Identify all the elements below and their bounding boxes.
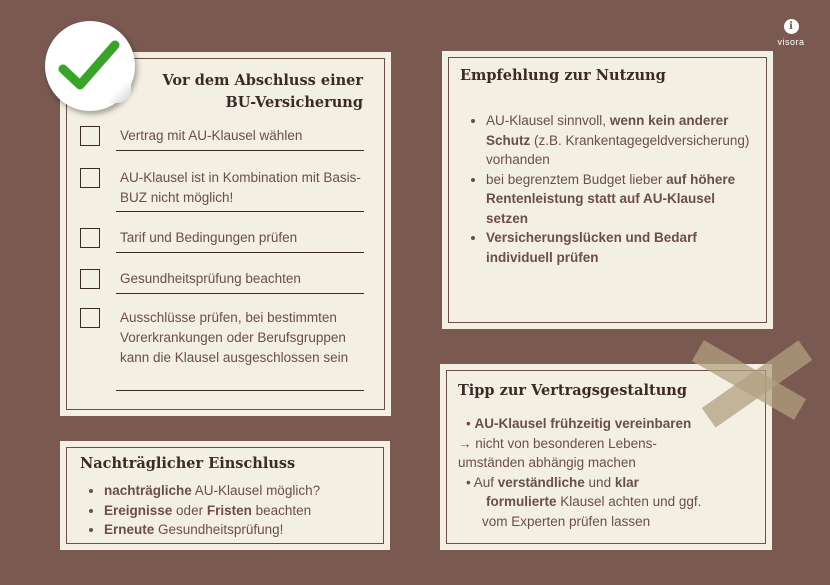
checkbox[interactable] — [80, 126, 100, 146]
retroactive-inclusion-card — [66, 447, 384, 544]
tip-title: Tipp zur Vertragsgestaltung — [458, 382, 687, 399]
brand-logo — [774, 19, 808, 47]
divider — [116, 293, 364, 294]
list-item: • Auf verständliche und klar — [466, 474, 639, 490]
recommendation-card — [448, 57, 767, 323]
divider — [116, 252, 364, 253]
checklist-item[interactable]: Vertrag mit AU-Klausel wählen — [80, 126, 364, 152]
divider — [116, 390, 364, 391]
checkbox[interactable] — [80, 269, 100, 289]
checkbox[interactable] — [80, 168, 100, 188]
recommendation-list — [460, 111, 756, 267]
checklist-item[interactable]: Tarif und Bedingungen prüfen — [80, 228, 364, 254]
checkbox[interactable] — [80, 228, 100, 248]
retroactive-title: Nachträglicher Einschluss — [80, 455, 296, 472]
list-item: • Ereignisse oder Fristen beachten — [104, 501, 320, 521]
divider — [116, 211, 364, 212]
brand-wordmark: visora — [777, 37, 805, 47]
info-icon: i — [784, 19, 799, 34]
checkmark-sticker — [45, 21, 135, 111]
list-item: • Versicherungslücken und Bedarf individuell prüfen — [486, 228, 756, 267]
retroactive-list — [80, 481, 320, 540]
list-item: • nachträgliche AU-Klausel möglich? — [104, 481, 320, 501]
list-item: • Erneute Gesundheitsprüfung! — [104, 520, 320, 540]
checklist-item[interactable]: Ausschlüsse prüfen, bei bestimmten Vorerkrankungen oder Berufsgruppen kann die Klausel ausgeschlossen sein — [80, 308, 364, 392]
tip-body: • AU-Klausel frühzeitig vereinbaren → nicht von besonderen Lebens- umständen abhängig machen • Auf verständliche und klar formulierte Klausel achten und ggf. vom Experten prüfen lassen — [458, 414, 758, 531]
divider — [116, 150, 364, 151]
list-item: • bei begrenztem Budget lieber auf höhere Rentenleistung statt auf AU-Klausel setzen — [486, 170, 756, 229]
checkbox[interactable] — [80, 308, 100, 328]
checklist-item[interactable]: AU-Klausel ist in Kombination mit Basis-BUZ nicht möglich! — [80, 168, 364, 212]
list-item: • AU-Klausel frühzeitig vereinbaren — [466, 416, 692, 431]
checklist-title: Vor dem Abschluss einer BU-Versicherung — [162, 72, 363, 111]
checklist-item[interactable]: Gesundheitsprüfung beachten — [80, 269, 364, 295]
recommendation-title: Empfehlung zur Nutzung — [460, 67, 666, 84]
list-item: • AU-Klausel sinnvoll, wenn kein anderer Schutz (z.B. Krankentagegeldversicherung) vorhanden — [486, 111, 756, 170]
